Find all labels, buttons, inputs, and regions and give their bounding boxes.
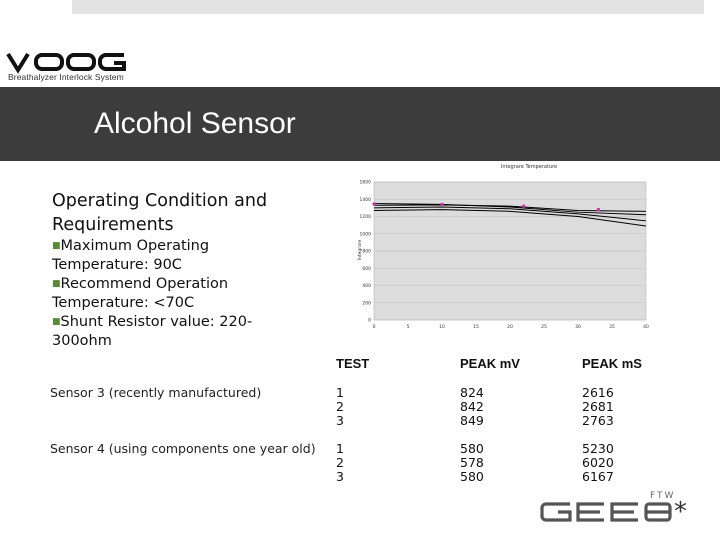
y-tick-label: 800 bbox=[362, 249, 371, 255]
table-cell: 2681 bbox=[582, 399, 614, 414]
x-tick-label: 15 bbox=[473, 325, 479, 330]
x-tick-label: 10 bbox=[439, 325, 445, 330]
bullet-icon: ■ bbox=[52, 279, 61, 289]
y-tick-label: 0 bbox=[368, 318, 371, 324]
requirements-text bbox=[52, 189, 302, 351]
temperature-chart bbox=[354, 158, 654, 338]
table-cell: 580 bbox=[460, 441, 484, 456]
chart-title: Integrare Temperature bbox=[500, 164, 558, 170]
y-tick-label: 200 bbox=[362, 301, 371, 307]
table-cell: 3 bbox=[336, 413, 344, 428]
table-header-peak-mv: PEAK mV bbox=[460, 356, 520, 371]
x-tick-label: 20 bbox=[507, 325, 513, 330]
sensor-4-label: Sensor 4 (using components one year old) bbox=[50, 441, 316, 456]
logo-tagline: Breathalyzer Interlock System bbox=[8, 72, 124, 82]
x-tick-label: 25 bbox=[541, 325, 547, 330]
x-tick-label: 40 bbox=[643, 325, 649, 330]
sensor-3-label: Sensor 3 (recently manufactured) bbox=[50, 385, 262, 400]
table-cell: 1 bbox=[336, 385, 344, 400]
y-tick-label: 1400 bbox=[359, 197, 371, 203]
x-tick-label: 30 bbox=[575, 325, 581, 330]
chart-y-label: Integrare bbox=[358, 239, 363, 261]
requirements-heading: Operating Condition and Requirements bbox=[52, 191, 268, 235]
table-cell: 849 bbox=[460, 413, 484, 428]
table-cell: 2616 bbox=[582, 385, 614, 400]
gee8-logo bbox=[540, 486, 700, 528]
gee8-logo-small: FTW bbox=[650, 491, 676, 501]
asterisk-icon: * bbox=[674, 497, 687, 527]
x-tick-label: 5 bbox=[406, 325, 410, 330]
table-cell: 824 bbox=[460, 385, 484, 400]
y-tick-label: 600 bbox=[362, 266, 371, 272]
y-tick-label: 400 bbox=[362, 284, 371, 289]
table-header-peak-ms: PEAK mS bbox=[582, 356, 642, 371]
table-header-test: TEST bbox=[336, 356, 370, 371]
series-marker bbox=[597, 208, 600, 211]
table-cell: 5230 bbox=[582, 441, 614, 456]
table-cell: 3 bbox=[336, 469, 344, 484]
table-cell: 6167 bbox=[582, 469, 614, 484]
series-marker bbox=[373, 202, 376, 205]
bullet-item: ■Shunt Resistor value: 220-300ohm bbox=[52, 314, 253, 349]
table-cell: 2763 bbox=[582, 413, 614, 428]
table-cell: 2 bbox=[336, 455, 344, 470]
table-cell: 2 bbox=[336, 399, 344, 414]
table-cell: 578 bbox=[460, 455, 484, 470]
bullet-item: ■Maximum Operating Temperature: 90C bbox=[52, 238, 210, 273]
x-tick-label: 0 bbox=[372, 325, 376, 330]
top-decor-bar bbox=[72, 0, 704, 14]
table-cell: 580 bbox=[460, 469, 484, 484]
y-tick-label: 1200 bbox=[359, 215, 371, 220]
y-tick-label: 1000 bbox=[359, 232, 371, 238]
series-marker bbox=[522, 205, 525, 208]
y-tick-label: 1600 bbox=[359, 180, 371, 186]
slide-title: Alcohol Sensor bbox=[94, 107, 296, 140]
bullet-icon: ■ bbox=[52, 241, 61, 251]
x-tick-label: 35 bbox=[609, 325, 615, 330]
table-cell: 1 bbox=[336, 441, 344, 456]
bullet-icon: ■ bbox=[52, 317, 61, 327]
table-cell: 6020 bbox=[582, 455, 614, 470]
table-cell: 842 bbox=[460, 399, 484, 414]
series-marker bbox=[441, 203, 444, 206]
bullet-item: ■Recommend Operation Temperature: <70C bbox=[52, 276, 229, 311]
